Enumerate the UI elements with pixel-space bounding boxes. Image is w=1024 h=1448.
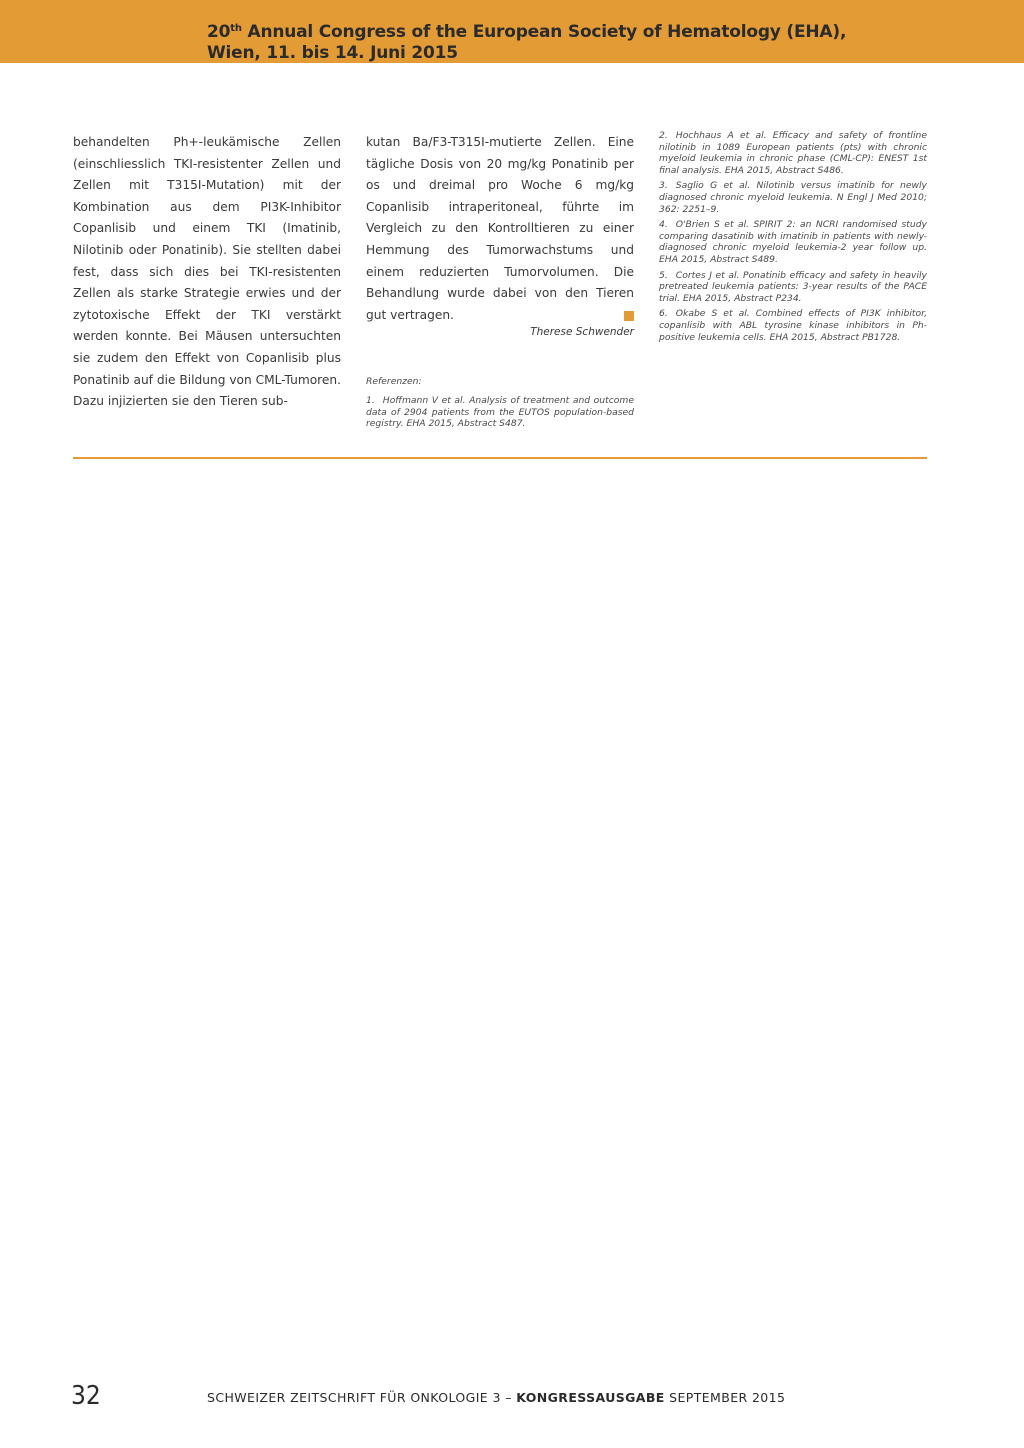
article-column-2	[366, 132, 634, 326]
reference-text: O'Brien S et al. SPIRIT 2: an NCRI randomised study comparing dasatinib with imatinib in patients with newly-diagnosed chronic myeloid leukemia-2 year follow up. EHA 2015, Abstract S489.	[659, 219, 927, 265]
reference-text: Hoffmann V et al. Analysis of treatment and outcome data of 2904 patients from the EUTOS population-based registry. EHA 2015, Abstract S487.	[366, 395, 634, 430]
issue-label: KONGRESSAUSGABE	[516, 1390, 665, 1405]
references-heading: Referenzen:	[366, 376, 422, 387]
reference-item	[659, 130, 927, 176]
author-name: Therese Schwender	[530, 326, 634, 338]
article-column-1	[73, 132, 341, 413]
reference-text: Okabe S et al. Combined effects of PI3K inhibitor, copanlisib with ABL tyrosine kinase inhibitors in Ph-positive leukemia cells. EHA 2015, Abstract PB1728.	[659, 308, 927, 343]
column-2-paragraph	[366, 132, 634, 326]
reference-text: Hochhaus A et al. Efficacy and safety of frontline nilotinib in 1089 European patients (pts) with chronic myeloid leukemia in chronic phase (CML-CP): ENEST 1st final analysis. EHA 2015, Abstract S486.	[659, 130, 927, 176]
column-1-paragraph: behandelten Ph+-leukämische Zellen (einschliesslich TKI-resistenter Zellen und Zellen mit T315I-Mutation) mit der Kombination aus dem PI3K-Inhibitor Copanlisib und einem TKI (Imatinib, Nilotinib oder Ponatinib). Sie stellten dabei fest, dass sich dies bei TKI-resistenten Zellen als starke Strategie erwies und der zytotoxische Effekt der TKI verstärkt werden konnte. Bei Mäusen untersuchten sie zudem den Effekt von Copanlisib plus Ponatinib auf die Bildung von CML-Tumoren. Dazu injizierten sie den Tieren sub-	[73, 135, 341, 409]
reference-item	[659, 308, 927, 343]
reference-number: 5.	[659, 269, 668, 281]
journal-name: SCHWEIZER ZEITSCHRIFT FÜR ONKOLOGIE 3 –	[207, 1390, 517, 1405]
issue-date: SEPTEMBER 2015	[664, 1390, 786, 1405]
section-divider	[73, 457, 927, 459]
reference-number: 3.	[659, 180, 668, 192]
reference-number: 2.	[659, 130, 668, 141]
reference-text: Cortes J et al. Ponatinib efficacy and safety in heavily pretreated leukemia patients: 3-year results of the PACE trial. EHA 2015, Abstract P234.	[659, 269, 927, 304]
reference-item	[659, 219, 927, 265]
title-ordinal-suffix: th	[230, 23, 242, 34]
reference-item	[659, 270, 927, 305]
column-2-text: kutan Ba/F3-T315I-mutierte Zellen. Eine tägliche Dosis von 20 mg/kg Ponatinib per os und dreimal pro Woche 6 mg/kg Copanlisib intraperitoneal, führte im Vergleich zu den Kontrolltieren zu einer Hemmung des Tumorwachstums und einem reduzierten Tumorvolumen. Die Behandlung wurde dabei von den Tieren gut vertragen.	[366, 135, 634, 322]
page-title	[207, 22, 846, 64]
reference-number: 4.	[659, 219, 668, 231]
page-number: 32	[71, 1381, 101, 1411]
end-of-article-mark	[624, 311, 634, 321]
header-banner	[0, 0, 1024, 63]
journal-footer	[207, 1390, 785, 1405]
title-ordinal: 20	[207, 22, 231, 42]
title-line-1	[207, 22, 846, 43]
title-line-2: Wien, 11. bis 14. Juni 2015	[207, 43, 458, 63]
reference-item	[366, 395, 634, 430]
reference-item	[659, 180, 927, 215]
title-line-1-text: Annual Congress of the European Society of Hematology (EHA),	[241, 22, 847, 42]
references-column	[659, 130, 927, 347]
reference-number: 1.	[366, 395, 375, 406]
reference-text: Saglio G et al. Nilotinib versus imatinib for newly diagnosed chronic myeloid leukemia. N Engl J Med 2010; 362: 2251–9.	[659, 180, 927, 215]
reference-number: 6.	[659, 308, 668, 320]
